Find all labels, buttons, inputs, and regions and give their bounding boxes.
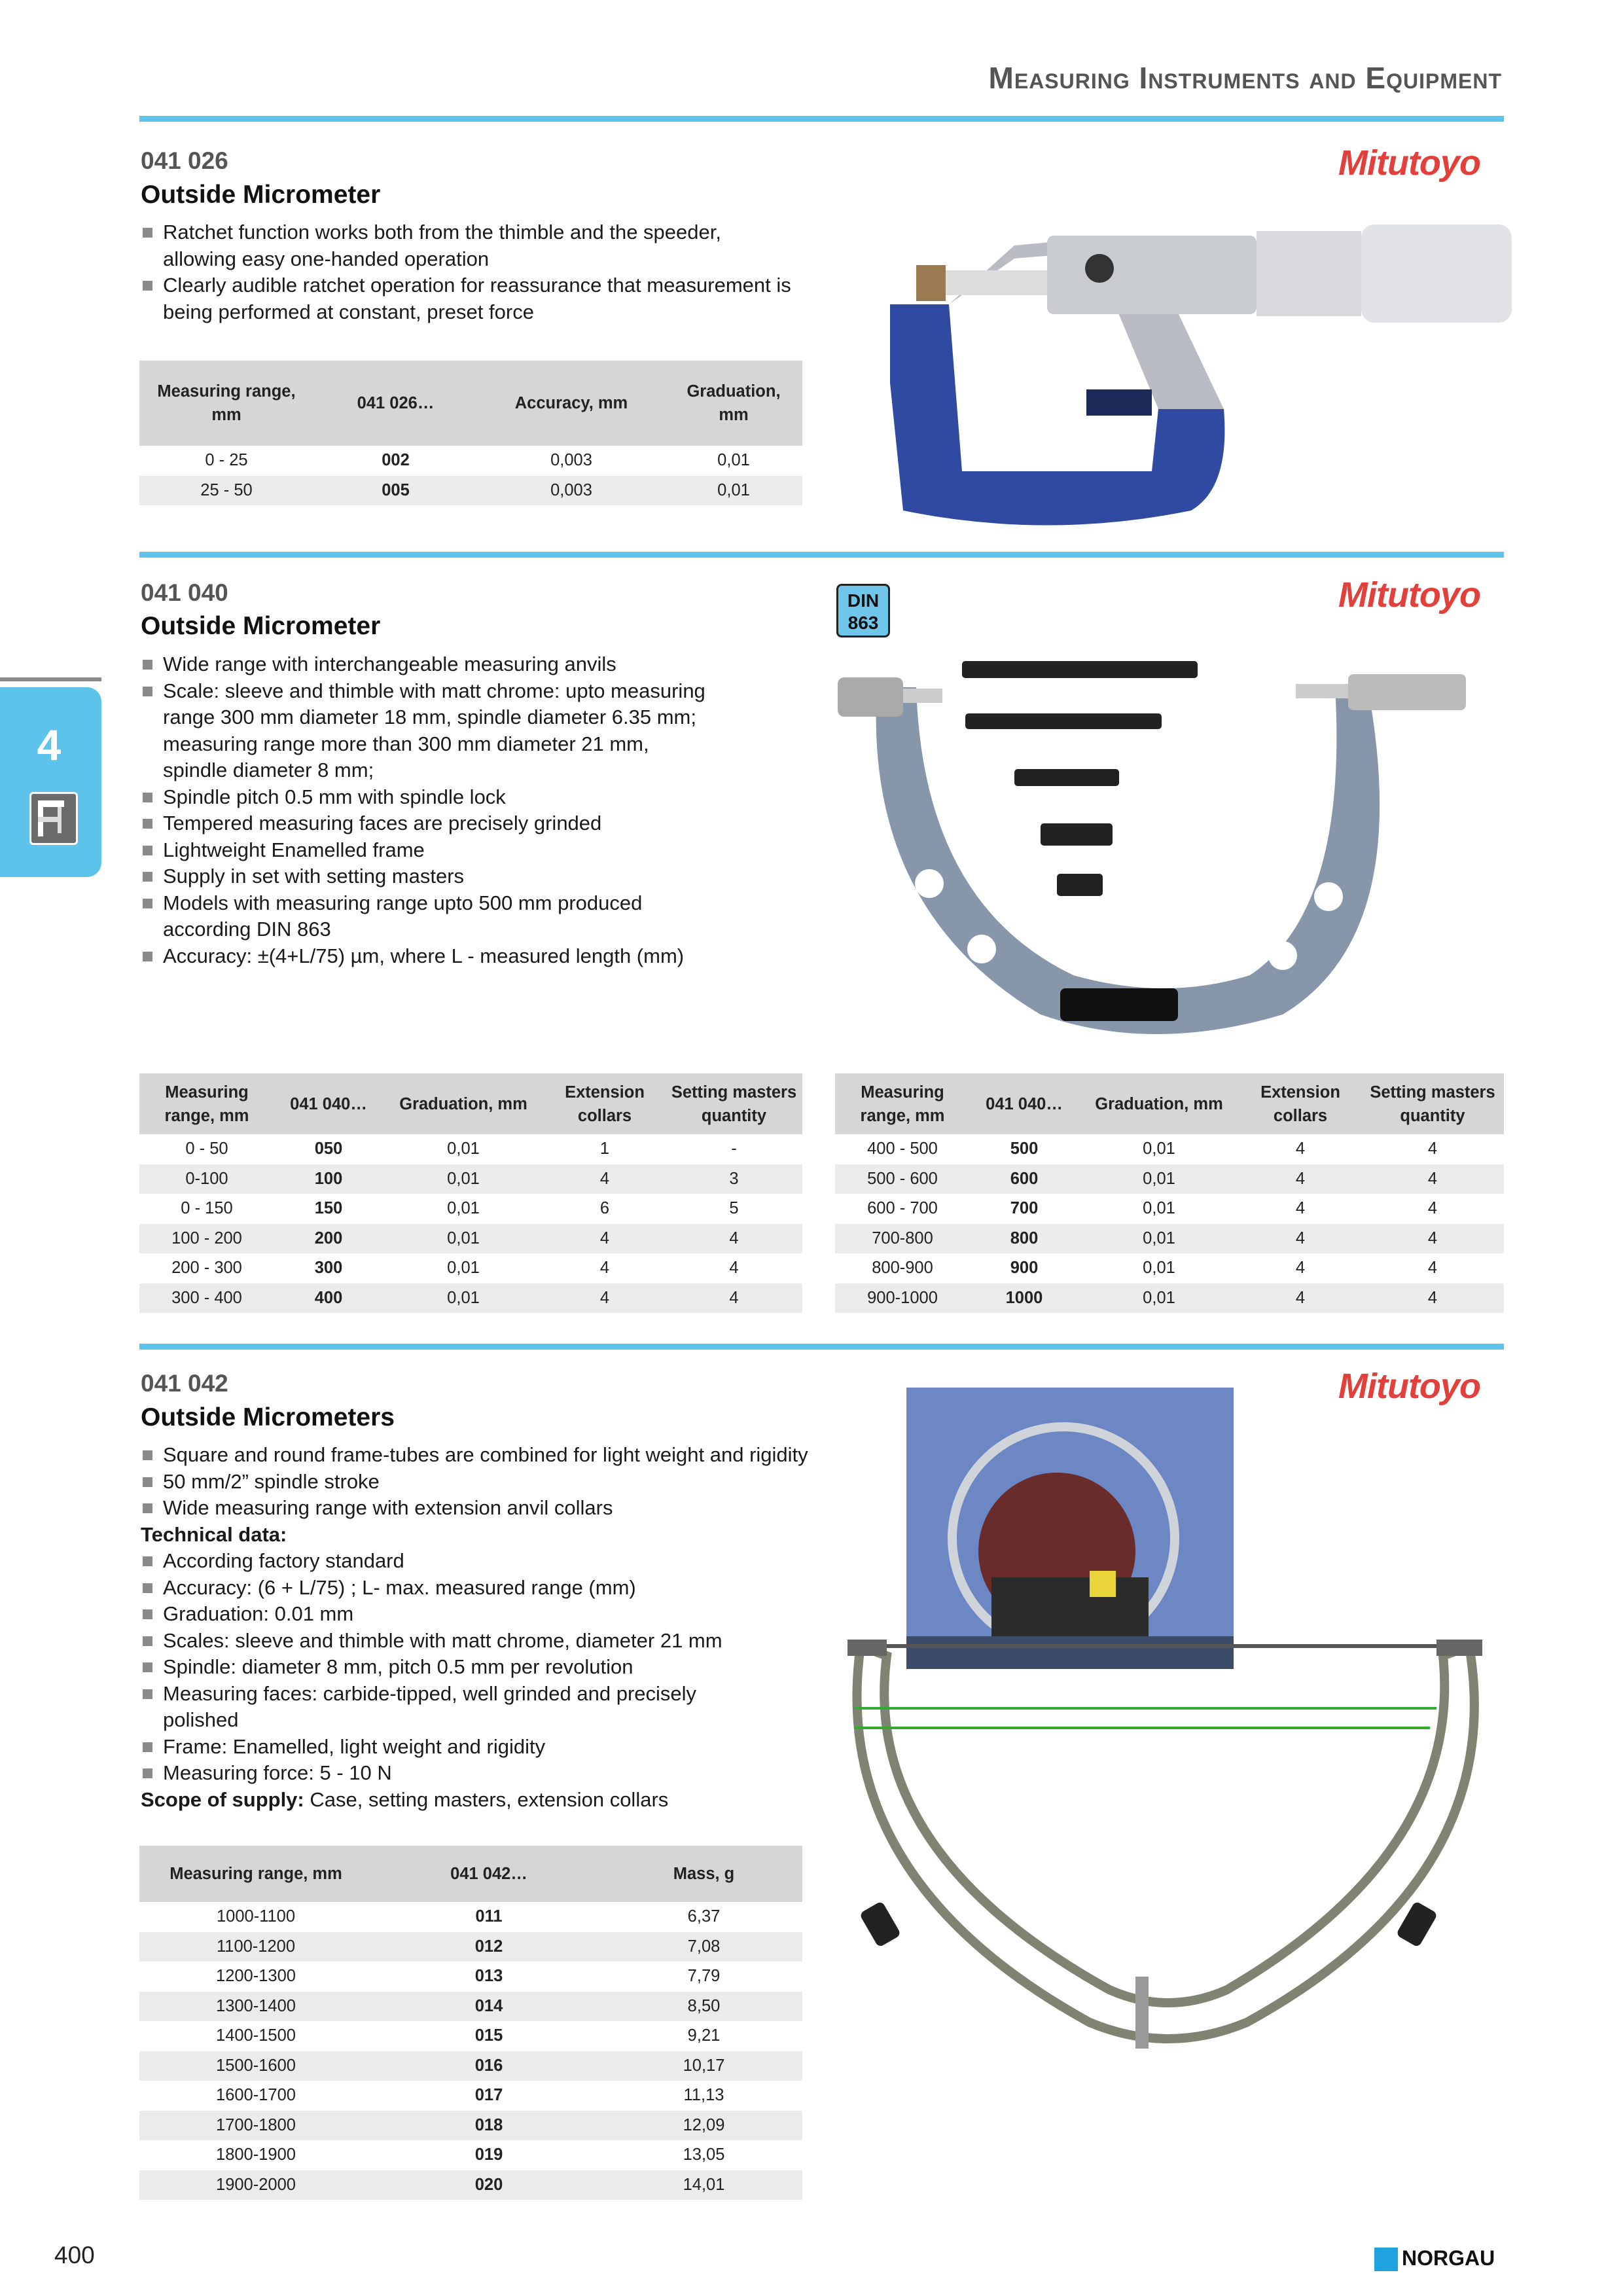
table-cell: 800-900 (872, 1259, 933, 1278)
column-header: 041 042… (372, 1846, 605, 1902)
table-cell: 1100-1200 (139, 1932, 372, 1962)
table-cell: 4 (1295, 1199, 1306, 1218)
table-cell: 4 (599, 1259, 610, 1278)
tab-divider (0, 677, 101, 681)
feature-item: Models with measuring range upto 500 mm produced according DIN 863 (141, 890, 717, 943)
table-row (139, 2140, 802, 2170)
table-cell: 002 (382, 451, 410, 470)
table-cell: 0,01 (665, 476, 802, 506)
product-title: Outside Micrometers (141, 1403, 395, 1431)
column-header: Mass, g (605, 1846, 802, 1902)
table-cell: 13,05 (683, 2145, 725, 2164)
table-row (139, 2170, 802, 2200)
scope-of-supply: Scope of supply: Case, setting masters, extension collars (141, 1787, 669, 1811)
table-cell: 0,01 (1079, 1164, 1240, 1194)
table-cell: 900 (1010, 1259, 1039, 1278)
column-header: Extension collars (1240, 1073, 1361, 1134)
table-row (139, 1224, 802, 1254)
table-cell: 1000-1100 (216, 1907, 296, 1926)
feature-list (141, 651, 717, 969)
table-cell: 0,01 (447, 1259, 480, 1278)
table-cell: 0,01 (383, 1224, 544, 1254)
table-cell: 100 (274, 1164, 383, 1194)
outside-micrometer-set-image (825, 648, 1518, 1041)
table-cell: 6,37 (687, 1907, 721, 1926)
column-header: 041 026… (313, 361, 478, 446)
table-cell: 0,01 (383, 1283, 544, 1314)
column-header: Measuring range, mm (139, 361, 313, 446)
column-header: Extension collars (544, 1073, 666, 1134)
table-cell: 018 (372, 2111, 605, 2141)
table-cell: 0 - 150 (181, 1199, 233, 1218)
table-cell: 12,09 (605, 2111, 802, 2141)
table-cell: 4 (1240, 1164, 1361, 1194)
brand-logo: Mitutoyo (1338, 143, 1480, 183)
table-cell: 11,13 (683, 2086, 724, 2105)
table-row (835, 1194, 1504, 1224)
table-cell: 14,01 (605, 2170, 802, 2200)
din-number: 863 (847, 613, 879, 633)
table-cell: - (731, 1139, 737, 1158)
feature-item: 50 mm/2” spindle stroke (141, 1469, 900, 1496)
table-cell: 4 (1295, 1139, 1306, 1158)
table-cell: 0,01 (717, 451, 750, 470)
table-cell: 1300-1400 (139, 1992, 372, 2022)
din-label: DIN (847, 590, 880, 611)
table-cell: 900-1000 (835, 1283, 970, 1314)
brand-logo: Mitutoyo (1338, 1367, 1480, 1406)
feature-item: Supply in set with setting masters (141, 863, 717, 890)
column-header: Measuring range, mm (139, 1846, 372, 1902)
table-cell: 050 (314, 1139, 343, 1158)
column-header: Graduation, mm (1079, 1073, 1240, 1134)
table-row (139, 1253, 802, 1283)
spec-table-right (835, 1073, 1504, 1313)
table-cell: 1200-1300 (216, 1967, 296, 1986)
table-cell: 400 (274, 1283, 383, 1314)
table-cell: 015 (474, 2026, 503, 2045)
table-cell: 4 (544, 1224, 666, 1254)
table-cell: 014 (372, 1992, 605, 2022)
table-row (139, 1134, 802, 1164)
table-cell: 300 - 400 (139, 1283, 274, 1314)
column-header: Accuracy, mm (478, 361, 665, 446)
table-cell: 4 (1427, 1259, 1438, 1278)
table-cell: 1 (599, 1139, 610, 1158)
table-cell: 600 - 700 (867, 1199, 938, 1218)
table-cell: 4 (1240, 1224, 1361, 1254)
table-cell: 1400-1500 (216, 2026, 296, 2045)
table-row (835, 1283, 1504, 1314)
norgau-logo-text: NORGAU (1402, 2246, 1495, 2270)
table-cell: 020 (372, 2170, 605, 2200)
table-cell: 0,01 (1143, 1259, 1175, 1278)
table-cell: 4 (1427, 1139, 1438, 1158)
table-cell: 4 (1427, 1199, 1438, 1218)
table-cell: 1500-1600 (139, 2051, 372, 2081)
table-row (139, 2081, 802, 2111)
table-row (139, 1194, 802, 1224)
table-cell: 013 (474, 1967, 503, 1986)
table-cell: 400 - 500 (867, 1139, 938, 1158)
table-row (139, 1962, 802, 1992)
table-cell: 005 (313, 476, 478, 506)
table-cell: 0,01 (383, 1164, 544, 1194)
table-cell: 4 (1361, 1283, 1504, 1314)
table-row (835, 1164, 1504, 1194)
feature-list (141, 1442, 900, 1813)
column-header: Graduation, mm (665, 361, 802, 446)
table-cell: 100 - 200 (139, 1224, 274, 1254)
spec-table (139, 361, 802, 505)
table-row (139, 2111, 802, 2141)
spec-table (139, 1846, 802, 2200)
table-cell: 4 (1295, 1259, 1306, 1278)
feature-item: Accuracy: ±(4+L/75) µm, where L - measured length (mm) (141, 943, 717, 970)
table-cell: 017 (474, 2086, 503, 2105)
table-cell: 6 (599, 1199, 610, 1218)
table-cell: 7,08 (605, 1932, 802, 1962)
column-header: 041 040… (274, 1073, 383, 1134)
page-number: 400 (54, 2242, 95, 2269)
table-cell: 4 (1361, 1164, 1504, 1194)
table-cell: 9,21 (687, 2026, 721, 2045)
table-cell: 0,01 (1143, 1199, 1175, 1218)
table-cell: 011 (475, 1907, 503, 1926)
feature-list (141, 219, 795, 325)
table-cell: 300 (314, 1259, 343, 1278)
column-header: Setting masters quantity (666, 1073, 802, 1134)
table-cell: 10,17 (605, 2051, 802, 2081)
table-row (139, 1283, 802, 1314)
table-cell: 4 (666, 1283, 802, 1314)
table-cell: 0,01 (1143, 1139, 1175, 1158)
feature-item: Graduation: 0.01 mm (141, 1601, 900, 1628)
table-cell: 8,50 (605, 1992, 802, 2022)
table-row (139, 2051, 802, 2081)
column-header: 041 040… (970, 1073, 1079, 1134)
table-cell: 0 - 25 (205, 451, 248, 470)
table-row (835, 1134, 1504, 1164)
table-row (139, 1164, 802, 1194)
table-row (835, 1253, 1504, 1283)
table-cell: 4 (544, 1283, 666, 1314)
table-cell: 800 (970, 1224, 1079, 1254)
caliper-icon (29, 792, 78, 845)
product-title: Outside Micrometer (141, 181, 381, 209)
page-header-title: Measuring Instruments and Equipment (988, 61, 1502, 95)
table-cell: 500 - 600 (835, 1164, 970, 1194)
din-863-badge (836, 584, 890, 637)
table-cell: 0,01 (1079, 1283, 1240, 1314)
table-row (139, 1992, 802, 2022)
column-header: Measuring range, mm (139, 1073, 274, 1134)
table-cell: 019 (474, 2145, 503, 2164)
table-cell: 4 (1361, 1224, 1504, 1254)
product-title: Outside Micrometer (141, 612, 381, 640)
table-cell: 1700-1800 (139, 2111, 372, 2141)
table-cell: 1900-2000 (139, 2170, 372, 2200)
feature-item: Scale: sleeve and thimble with matt chrome: upto measuring range 300 mm diameter 18 mm, spindle diameter 6.35 mm; measuring range more than 300 mm diameter 21 mm, spindle diameter 8 mm; (141, 678, 717, 784)
table-cell: 012 (372, 1932, 605, 1962)
table-cell: 25 - 50 (139, 476, 313, 506)
table-cell: 3 (666, 1164, 802, 1194)
norgau-logo-mark (1374, 2248, 1398, 2271)
feature-item: Clearly audible ratchet operation for reassurance that measurement is being performed at constant, preset force (141, 272, 795, 325)
table-row (139, 2021, 802, 2051)
feature-item: Accuracy: (6 + L/75) ; L- max. measured range (mm) (141, 1575, 900, 1602)
table-cell: 500 (1010, 1139, 1039, 1158)
table-cell: 4 (1240, 1283, 1361, 1314)
section-divider (139, 1344, 1504, 1350)
product-code: 041 042 (141, 1370, 228, 1397)
table-cell: 700 (1010, 1199, 1039, 1218)
table-cell: 1800-1900 (216, 2145, 296, 2164)
spec-table-left (139, 1073, 802, 1313)
feature-item: Square and round frame-tubes are combined for light weight and rigidity (141, 1442, 900, 1469)
outside-micrometer-image (851, 213, 1518, 527)
large-frame-micrometer-image (815, 1604, 1518, 2101)
table-cell: 0,01 (447, 1199, 480, 1218)
section-divider (139, 552, 1504, 558)
table-cell: 0-100 (139, 1164, 274, 1194)
brand-logo: Mitutoyo (1338, 575, 1480, 615)
column-header: Setting masters quantity (1361, 1073, 1504, 1134)
product-code: 041 040 (141, 579, 228, 606)
table-cell: 5 (729, 1199, 739, 1218)
table-cell: 016 (372, 2051, 605, 2081)
table-row (139, 1932, 802, 1962)
feature-item: Measuring faces: carbide-tipped, well grinded and precisely polished (141, 1681, 752, 1734)
feature-item: According factory standard (141, 1548, 900, 1575)
section-divider (139, 116, 1504, 122)
chapter-number: 4 (37, 721, 62, 769)
feature-item: Lightweight Enamelled frame (141, 837, 717, 864)
table-cell: 4 (544, 1164, 666, 1194)
feature-item: Ratchet function works both from the thimble and the speeder, allowing easy one-handed operation (141, 219, 795, 272)
column-header: Measuring range, mm (835, 1073, 970, 1134)
table-cell: 200 - 300 (171, 1259, 242, 1278)
table-cell: 0,003 (550, 451, 592, 470)
table-row (835, 1224, 1504, 1254)
table-cell: 200 (274, 1224, 383, 1254)
product-code: 041 026 (141, 147, 228, 174)
feature-item: Tempered measuring faces are precisely grinded (141, 810, 717, 837)
technical-data-label: Technical data: (141, 1522, 287, 1546)
feature-item: Frame: Enamelled, light weight and rigidity (141, 1734, 900, 1761)
column-header: Graduation, mm (383, 1073, 544, 1134)
table-cell: 0,01 (1079, 1224, 1240, 1254)
table-cell: 600 (970, 1164, 1079, 1194)
table-row (139, 1902, 802, 1932)
table-cell: 4 (729, 1259, 739, 1278)
table-cell: 7,79 (687, 1967, 721, 1986)
feature-item: Spindle: diameter 8 mm, pitch 0.5 mm per revolution (141, 1654, 900, 1681)
chapter-tab[interactable] (0, 687, 101, 877)
feature-item: Scales: sleeve and thimble with matt chrome, diameter 21 mm (141, 1628, 900, 1655)
table-row (139, 476, 802, 506)
table-cell: 0 - 50 (185, 1139, 228, 1158)
table-cell: 0,003 (478, 476, 665, 506)
feature-item: Measuring force: 5 - 10 N (141, 1760, 900, 1787)
feature-item: Spindle pitch 0.5 mm with spindle lock (141, 784, 717, 811)
table-cell: 0,01 (447, 1139, 480, 1158)
table-cell: 4 (666, 1224, 802, 1254)
table-cell: 1600-1700 (216, 2086, 296, 2105)
feature-item: Wide measuring range with extension anvil collars (141, 1495, 900, 1522)
table-cell: 1000 (970, 1283, 1079, 1314)
table-cell: 150 (314, 1199, 343, 1218)
table-cell: 700-800 (835, 1224, 970, 1254)
feature-item: Wide range with interchangeable measuring anvils (141, 651, 717, 678)
table-row (139, 446, 802, 476)
